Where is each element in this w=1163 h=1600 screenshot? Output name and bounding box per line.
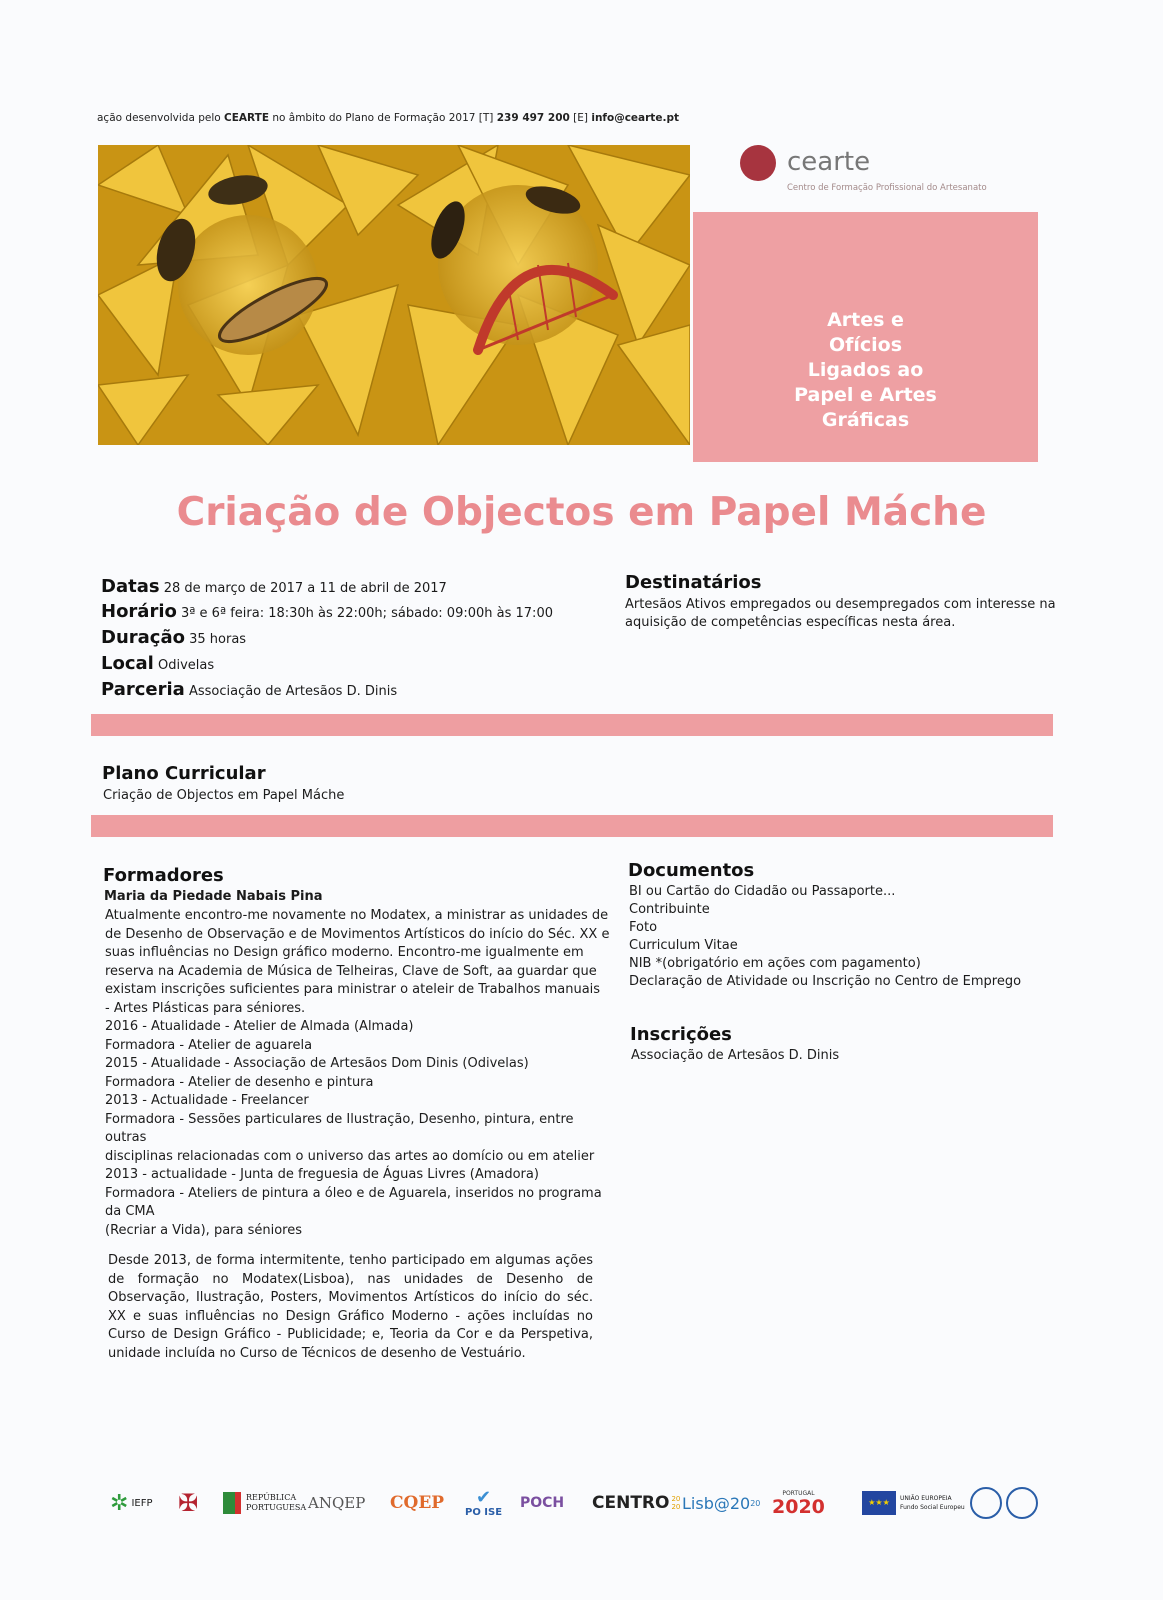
divider-bar (91, 714, 1053, 736)
check-icon: ✔ (475, 1486, 492, 1508)
document-item: Foto (629, 920, 658, 935)
lisboa-2020-logo: Lisb@20 20 (682, 1493, 761, 1513)
bio-line: de Desenho de Observação e de Movimentos Artísticos do início do Séc. XX e (105, 926, 610, 942)
seal-icon (1006, 1487, 1038, 1519)
inscricoes-heading: Inscrições (630, 1024, 732, 1045)
hero-image (98, 145, 690, 445)
bio-line: (Recriar a Vida), para séniores (105, 1222, 303, 1238)
phone-number: 239 497 200 (496, 112, 570, 124)
destinatarios-line: Artesãos Ativos empregados ou desempregados com interesse na (625, 597, 1056, 612)
bio-line: Formadora - Sessões particulares de Ilustração, Desenho, pintura, entre (105, 1111, 574, 1127)
iefp-logo: ✲ IEFP (110, 1490, 153, 1516)
cross-icon: ✠ (178, 1489, 199, 1517)
local-label: Local (101, 653, 154, 674)
info-horario (101, 601, 553, 622)
trainer-name: Maria da Piedade Nabais Pina (104, 889, 323, 904)
area-line: Ligados ao (807, 359, 924, 381)
duracao-label: Duração (101, 627, 185, 648)
poch-logo: POCH (520, 1495, 565, 1511)
formadores-heading: Formadores (103, 865, 224, 886)
document-item: BI ou Cartão do Cidadão ou Passaporte... (629, 884, 896, 899)
parceria-value: Associação de Artesãos D. Dinis (188, 684, 398, 699)
paper-mache-suns-illustration (98, 145, 690, 445)
training-area-box (693, 212, 1038, 462)
documentos-heading: Documentos (628, 860, 755, 881)
email-address: info@cearte.pt (591, 112, 679, 124)
trainer-experience: Desde 2013, de forma intermitente, tenho participado em algumas ações de formação no Modatex(Lisboa), nas unidades de Desenho de Observação, Ilustração, Posters, Movimentos Artísticos do início do séc. XX e suas influências no Design Gráfico Moderno - ações incluídas no Curso de Design Gráfico - Publicidade; e, Teoria da Cor e da Perspetiva, unidade incluída no Curso de Técnicos de desenho de Vestuário. (108, 1253, 593, 1361)
contact-prefix: ação desenvolvida pelo (97, 112, 221, 124)
sponsor-logos (110, 1478, 1055, 1538)
plano-heading: Plano Curricular (102, 763, 266, 784)
horario-value: 3ª e 6ª feira: 18:30h às 22:00h; sábado: 09:00h às 17:00 (181, 606, 553, 621)
plano-text: Criação de Objectos em Papel Máche (103, 788, 345, 803)
bio-line: 2013 - Actualidade - Freelancer (105, 1093, 309, 1108)
trainer-bio (105, 907, 610, 1240)
info-local (101, 653, 214, 674)
cross-emblem-logo (178, 1478, 198, 1528)
parceria-label: Parceria (101, 679, 185, 700)
bio-line: Formadora - Atelier de desenho e pintura (105, 1074, 374, 1090)
datas-label: Datas (101, 576, 160, 597)
seal-logos (970, 1478, 1038, 1528)
cearte-hands-icon (740, 145, 776, 181)
inscricoes-text: Associação de Artesãos D. Dinis (631, 1048, 840, 1063)
info-datas (101, 576, 447, 597)
local-value: Odivelas (157, 658, 215, 673)
area-line: Gráficas (821, 409, 910, 431)
bio-line: suas influências no Design gráfico moderno. Encontro-me igualmente em (105, 945, 584, 960)
area-line: Ofícios (828, 334, 903, 356)
documentos-list (629, 883, 1021, 991)
centro-2020-logo: CENTRO 20 20 (592, 1493, 681, 1513)
plan-text: no âmbito do Plano de Formação 2017 (272, 112, 476, 124)
republica-logo: REPÚBLICA PORTUGUESA (223, 1478, 306, 1528)
bio-line: da CMA (105, 1204, 155, 1219)
document-item: Declaração de Atividade ou Inscrição no Centro de Emprego (629, 974, 1022, 989)
duracao-value: 35 horas (189, 632, 247, 647)
document-item: NIB *(obrigatório em ações com pagamento) (629, 956, 921, 971)
document-item: Contribuinte (629, 902, 710, 917)
destinatarios-heading: Destinatários (625, 572, 762, 593)
eu-logo: ★★★ UNIÃO EUROPEIA Fundo Social Europeu (862, 1478, 965, 1528)
cqep-logo: CQEP (390, 1493, 445, 1513)
cearte-logo (740, 143, 1000, 203)
contact-line (97, 112, 679, 124)
logo-name: cearte (787, 147, 871, 177)
datas-value: 28 de março de 2017 a 11 de abril de 2017 (163, 581, 447, 596)
bio-line: existam inscrições suficientes para ministrar o ateleir de Trabalhos manuais (105, 982, 601, 997)
bio-line: Formadora - Atelier de aguarela (105, 1037, 313, 1053)
info-parceria (101, 679, 397, 700)
poise-logo: ✔ PO ISE (465, 1486, 503, 1518)
logo-subtitle: Centro de Formação Profissional do Artesanato (787, 183, 987, 193)
bio-line: 2015 - Atualidade - Associação de Artesãos Dom Dinis (Odivelas) (105, 1056, 529, 1071)
bio-line: 2013 - actualidade - Junta de freguesia de Águas Livres (Amadora) (105, 1167, 539, 1182)
bio-line: Atualmente encontro-me novamente no Modatex, a ministrar as unidades de (105, 908, 609, 923)
destinatarios-text (625, 596, 1056, 632)
bio-line: disciplinas relacionadas com o universo das artes ao domício ou em atelier (105, 1148, 595, 1164)
bio-line: reserva na Academia de Música de Telheiras, Clave de Soft, aa guardar que (105, 963, 597, 979)
area-line: Papel e Artes (794, 384, 937, 406)
anqep-logo: ANQEP (308, 1494, 366, 1512)
portugal-2020-logo: PORTUGAL 2020 (772, 1489, 825, 1518)
email-label: [E] (573, 112, 588, 124)
phone-label: [T] (478, 112, 494, 124)
info-duracao (101, 627, 246, 648)
course-title: Criação de Objectos em Papel Máche (176, 490, 987, 535)
iefp-icon: ✲ (110, 1490, 129, 1516)
seal-icon (970, 1487, 1002, 1519)
area-line: Artes e (827, 309, 904, 331)
horario-label: Horário (101, 601, 177, 622)
destinatarios-line: aquisição de competências específicas nesta área. (625, 615, 956, 630)
training-area-title (693, 308, 1038, 433)
bio-line: outras (105, 1130, 147, 1145)
document-item: Curriculum Vitae (629, 938, 738, 953)
bio-line: - Artes Plásticas para séniores. (105, 1000, 306, 1016)
bio-line: Formadora - Ateliers de pintura a óleo e de Aguarela, inseridos no programa (105, 1185, 602, 1201)
eu-flag-icon: ★★★ (862, 1491, 896, 1515)
organization-name: CEARTE (224, 112, 269, 124)
flag-icon (223, 1492, 241, 1514)
bio-line: 2016 - Atualidade - Atelier de Almada (Almada) (105, 1019, 414, 1034)
divider-bar (91, 815, 1053, 837)
